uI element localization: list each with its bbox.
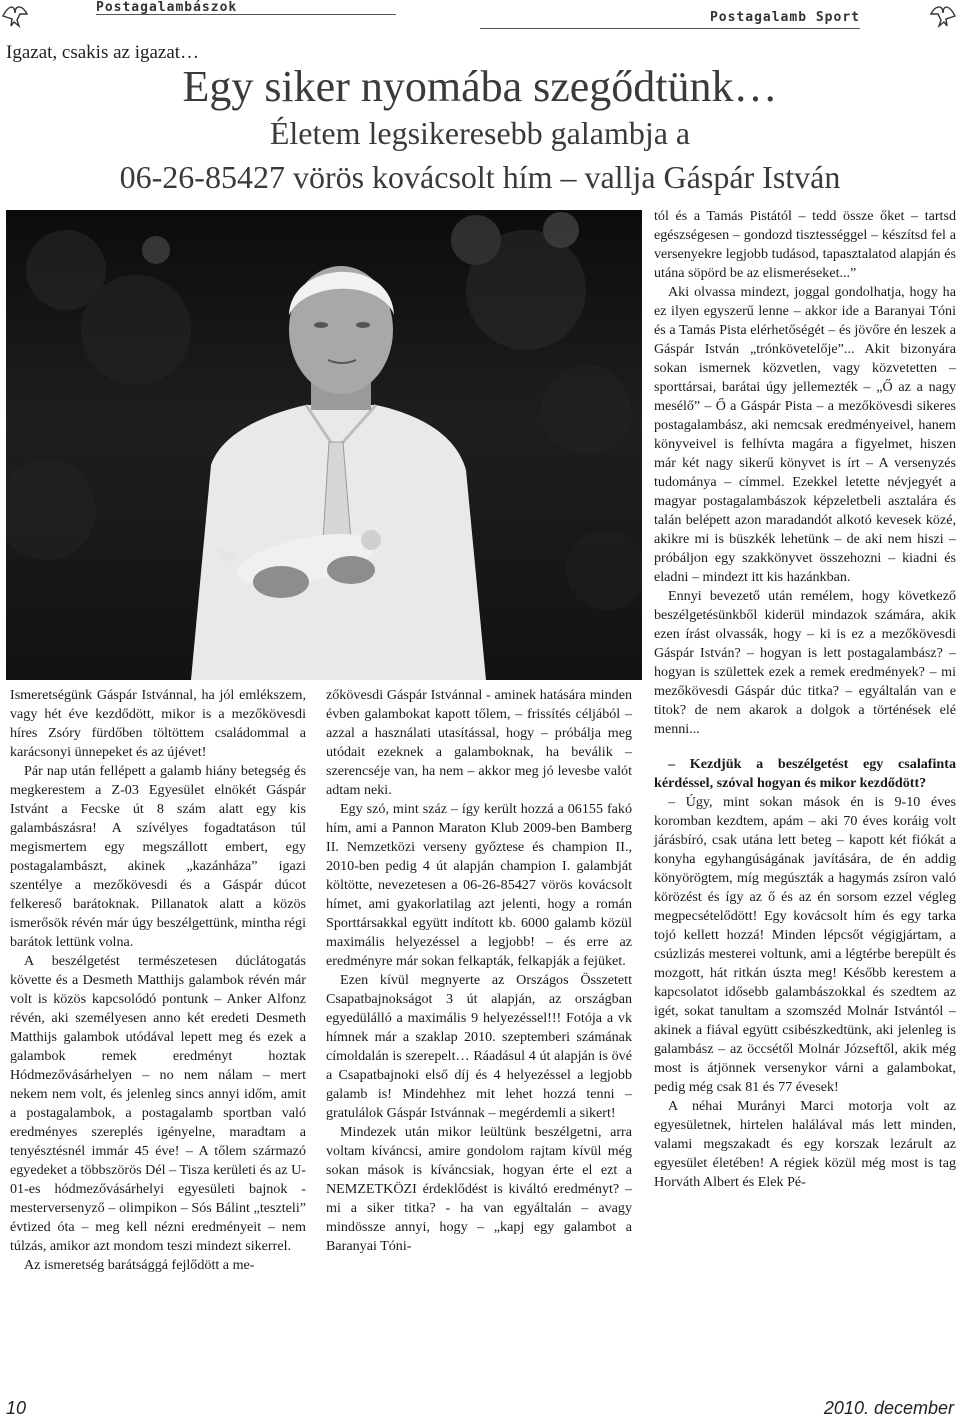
- paragraph: Egy szó, mint száz – így került hozzá a 06155 fakó hím, ami a Pannon Maraton Klub 2009-ben Bamberg II. Nemzetközi verseny győztese és champion II., 2010-ben pedig 4 út alapján champion I. galambját költötte, nevezetesen a 06-26-85427 vörös kovácsolt hímet, ami gyakorlatilag azt jelenti, hogy a román Sporttársakkal együtt indított kb. 6000 galamb közül maximális helyezéssel a legjobb! – és erre az eredményre már sokan felkapták, felkapják a fejüket.: [326, 801, 632, 969]
- paragraph: Mindezek után mikor leültünk beszélgetni, arra voltam kíváncsi, amire gondolom rajtam kívül még sokan mások is kíváncsiak, hogyan érte el ezt a NEMZETKÖZI érdeklődést is kiváltó eredményt? – mi a siker titka? - ha van egyáltalán – avagy mindössze annyi, hogy – „kapj egy galambot a Baranyai Tóni-: [326, 1124, 632, 1254]
- photo-portrait-illustration: [6, 210, 642, 680]
- header-rule-right: [480, 28, 860, 29]
- paragraph: Pár nap után fellépett a galamb hiány betegség és megkerestem a Z-03 Egyesület elnökét Gáspár Istvánt a Fecske út 8 szám alatt egy kis galambászásra! A szívélyes fogadtatáson túl megismertem egy megszállott embert, egy postagalambászt, akinek „kazánháza” igazi szentélye a mezőkövesdi és a Gáspár dúcot felkereső barátoknak. Pillanatok alatt a közös ismerősök révén már úgy beszélgettünk, mintha régi barátok lettünk volna.: [10, 763, 306, 950]
- paragraph: – Úgy, mint sokan mások én is 9-10 éves koromban kezdtem, apám – aki 70 éves koráig volt járásbíró, csak utána lett beteg – kapott két fiókát a konyha egyhangúságának javítására, de én addig könyörögtem, míg megúszták a hagymás zsíron való körözést és így az ő és az én sorsom ezzel végleg megpecsételődött! Egy kovácsolt hím és egy tarka tojó kellett hozzá! Minden lépcsőt végigjártam, a csúzlizás mesterei voltunk, ami a légtérbe berepült és mozgott, hát ritkán úszta meg! Később kerestem a kapcsolatot idősebb galambászokkal és szedtem az igét, sokat tanultam a szomszéd Molnár Istvántól – akinek a fiával együtt csibészkedtünk, aki jelenleg is galambász – az öccsétől Molnár Józseftől, akik még most is átjönnek versenykor várni a galambokat, pedig még csak 81 és 77 évesek!: [654, 794, 956, 1095]
- paragraph: Ezen kívül megnyerte az Országos Összetett Csapatbajnokságot 3 út alapján, az országban egyedülálló a maximális 9 helyezéssel!!! Fotója a vk hímnek már a szaklap 2010. szeptemberi számának címoldalán is szerepelt… Ráadásul 4 út alapján is övé a Csapatbajnoki első díj és 4 helyezéssel a legjobb galamb is! Mindehhez mit lehet hozzá tenni – gratulálok Gáspár Istvánnak – megérdemli a sikert!: [326, 972, 632, 1121]
- header-section-right: Postagalamb Sport: [709, 10, 860, 25]
- paragraph: Ismeretségünk Gáspár Istvánnal, ha jól emlékszem, vagy hét éve kezdődött, mikor is a mezőkövesdi híres Zsóry fürdőben töltöttem családommal a karácsonyi ünnepeket és az újévet!: [10, 687, 306, 760]
- paragraph: A néhai Murányi Marci motorja volt az egyesületnek, hirtelen halálával más lett minden, valami megszakadt és egy korszak lezárult az egyesület életében! A régiek közül még most is tag Horváth Albert és Elek Pé-: [654, 1098, 956, 1190]
- pigeon-icon: [928, 2, 958, 28]
- article-subtitle-line-2: 06-26-85427 vörös kovácsolt hím – vallja Gáspár István: [119, 159, 841, 195]
- article-photo: [6, 210, 642, 680]
- header-rule-left: [96, 14, 396, 15]
- article-title: Egy siker nyomába szegődtünk…: [182, 62, 778, 111]
- issue-date: 2010. december: [823, 1398, 954, 1418]
- interview-question: – Kezdjük a beszélgetést egy csalafinta kérdéssel, szóval hogyan és mikor kezdődött?: [654, 756, 956, 791]
- paragraph: tól és a Tamás Pistától – tedd össze őket – tartsd egészségesen – gondozd tisztességgel – készítsd fel a versenyekre legjobb tudásod, tapasztalatod alapján és utána söpörd be az elismeréseket...”: [654, 208, 956, 281]
- article-column-3: [654, 207, 956, 1192]
- paragraph: Ennyi bevezető után remélem, hogy következő beszélgetésünkből kiderül mindazok számára, akik ezen írást olvassák, hogy – ki is ez a mezőkövesdi Gáspár István? – hogyan is lett postagalambász? – hogyan is születtek ezek a remek eredmények? – mi mezőkövesdi Gáspár dúc titka? – egyáltalán van e titok? de nem akarok a dolgok a történések elé menni...: [654, 588, 956, 737]
- paragraph: zőkövesdi Gáspár Istvánnal - aminek hatására minden évben galambokat kapott tőlem, – frissítés céljából – azzal a használati utasítással, hogy – próbálja meg utódait ezeknek a galamboknak, ha beválik – szerencséje van, ha nem – akkor meg jó levesbe valót adtam neki.: [326, 687, 632, 798]
- article-subtitle-line-1: Életem legsikeresebb galambja a: [269, 115, 691, 151]
- page-number: 10: [6, 1398, 27, 1418]
- article-column-1: [10, 686, 306, 1275]
- article-column-2: [326, 686, 632, 1256]
- paragraph: A beszélgetést természetesen dúclátogatás követte és a Desmeth Matthijs galambok révén már volt is közös kapcsolódó pontunk – Anker Alfonz révén, aki személyesen anno két eredeti Desmeth Matthijs galambok utódával lepett meg és ezek a galambok remek eredményt hoztak Hódmezővásárhelyen – no nem nálam – mert nekem nem volt, és jelenleg sincs annyi időm, amit a postagalambok, a postagalamb sportban való eredményes szereplés igényelne, maradtam a tenyésztésnél immár 45 éve! – A tőlem származó egyedeket a többszörös Dél – Tisza kerületi és az U-01-es hódmezővásárhelyi egyesületi bajnok - mesterversenyző – olimpikon – Sós Bálint „teszteli” évtized óta – meg kell nézni eredményeit – nem túlzás, amikor azt mondom teszi mindezt sikerrel.: [10, 953, 306, 1254]
- header-section-left: Postagalambászok: [96, 0, 238, 15]
- article-kicker: Igazat, csakis az igazat…: [6, 42, 200, 63]
- paragraph: Aki olvassa mindezt, joggal gondolhatja, hogy ha ez ilyen egyszerű lenne – akkor ide a Baranyai Tóni és a Tamás Pista elérhetőségét – és jövőre én leszek a Gáspár István „trónkövetelője”... Akit bizonyára sokan ismernek közvetlen, vagy közvetetten – sporttársai, barátai úgy jellemezték – „Ő az a nagy mesélő” – Ő a Gáspár Pista – a mezőkövesdi sikeres postagalambász, aki nemcsak eredményeivel, hanem könyveivel is felhívta magára a figyelmet, hiszen már két nagy sikerű könyvet is írt – A versenyzés tudománya – címmel. Ezekkel letette névjegyét a magyar postagalambászok képzeletbeli asztalára és talán belépett azon maradandót alkotó kevesek közé, akikre mi is büszkék lehetünk – de aki nem hiszi – próbáljon egy szakkönyvet összehozni – kiadni és eladni – mindezt itt kis hazánkban.: [654, 284, 956, 585]
- paragraph: Az ismeretség barátsággá fejlődött a me-: [24, 1257, 255, 1273]
- pigeon-icon: [0, 2, 30, 28]
